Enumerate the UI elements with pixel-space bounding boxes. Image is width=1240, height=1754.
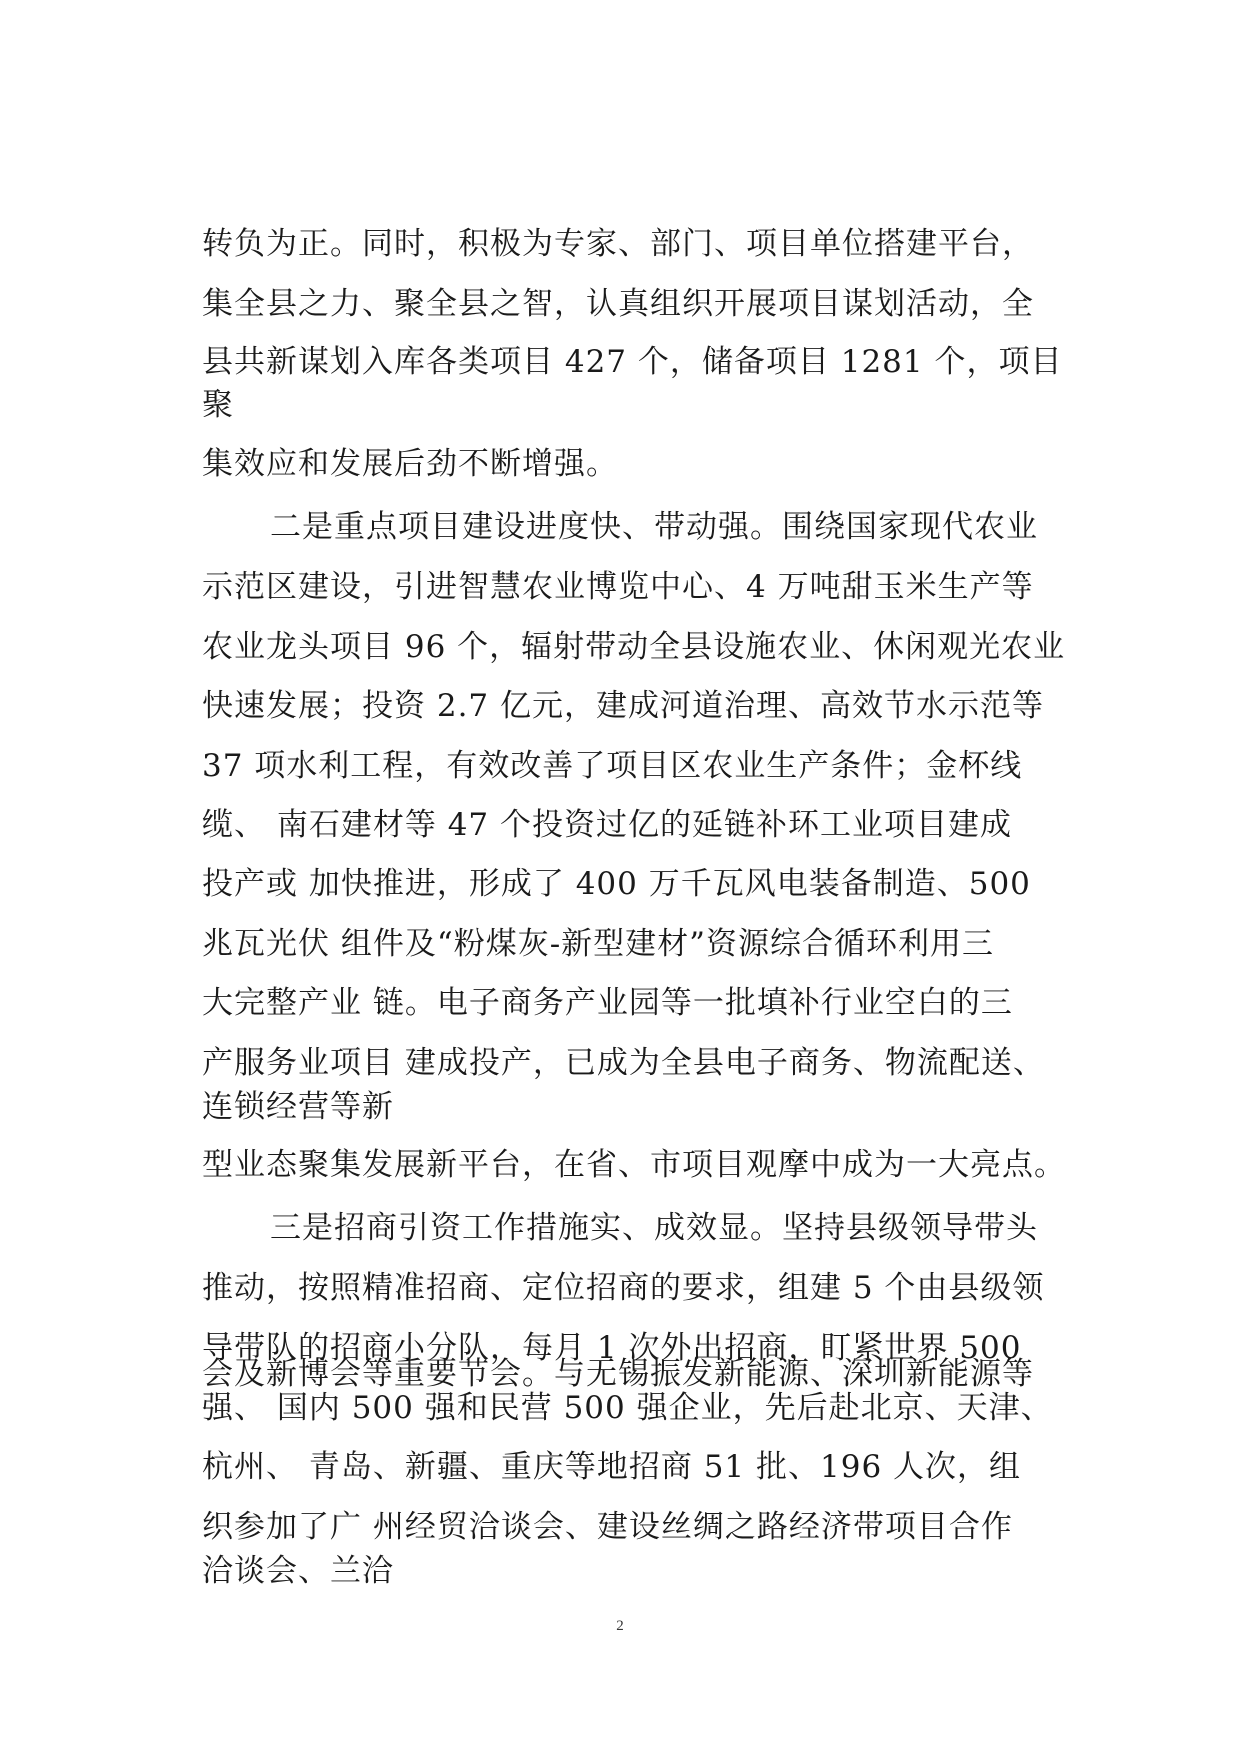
text-line: 示范区建设，引进智慧农业博览中心、4 万吨甜玉米生产等 — [202, 569, 1034, 605]
text-line: 连锁经营等新 — [202, 1089, 394, 1125]
text-line: 聚 — [202, 387, 234, 423]
text-line: 缆、 南石建材等 47 个投资过亿的延链补环工业项目建成 — [202, 807, 1013, 843]
text-line: 转负为正。同时，积极为专家、部门、项目单位搭建平台， — [202, 226, 1034, 262]
page-number: 2 — [616, 1618, 624, 1634]
text-line: 集全县之力、聚全县之智，认真组织开展项目谋划活动，全 — [202, 286, 1034, 322]
text-line: 洽谈会、兰洽 — [202, 1553, 394, 1589]
text-line: 投产或 加快推进，形成了 400 万千瓦风电装备制造、500 — [202, 866, 1031, 902]
text-line: 会及新博会等重要节会。与无锡振发新能源、深圳新能源等 — [202, 1356, 1034, 1392]
text-line: 强、 国内 500 强和民营 500 强企业，先后赴北京、天津、 — [202, 1390, 1053, 1426]
text-line: 导带队的招商小分队，每月 1 次外出招商，盯紧世界 500 — [202, 1330, 1022, 1366]
text-line: 推动，按照精准招商、定位招商的要求，组建 5 个由县级领 — [202, 1270, 1045, 1306]
text-line: 型业态聚集发展新平台，在省、市项目观摩中成为一大亮点。 — [202, 1147, 1066, 1183]
text-line: 县共新谋划入库各类项目 427 个，储备项目 1281 个，项目 — [202, 344, 1063, 380]
text-line: 大完整产业 链。电子商务产业园等一批填补行业空白的三 — [202, 985, 1013, 1021]
text-line: 快速发展；投资 2.7 亿元，建成河道治理、高效节水示范等 — [202, 688, 1045, 724]
text-line: 农业龙头项目 96 个，辐射带动全县设施农业、休闲观光农业 — [202, 629, 1066, 665]
text-line: 杭州、 青岛、新疆、重庆等地招商 51 批、196 人次，组 — [202, 1449, 1022, 1485]
paragraph-first-line: 三是招商引资工作措施实、成效显。坚持县级领导带头 — [270, 1210, 1038, 1246]
text-line: 产服务业项目 建成投产，已成为全县电子商务、物流配送、 — [202, 1045, 1045, 1081]
paragraph-first-line: 二是重点项目建设进度快、带动强。围绕国家现代农业 — [270, 509, 1038, 545]
text-line: 兆瓦光伏 组件及“粉煤灰-新型建材”资源综合循环利用三 — [202, 926, 995, 962]
text-line: 集效应和发展后劲不断增强。 — [202, 446, 618, 482]
text-line: 织参加了广 州经贸洽谈会、建设丝绸之路经济带项目合作 — [202, 1509, 1013, 1545]
text-line: 37 项水利工程，有效改善了项目区农业生产条件；金杯线 — [202, 748, 1023, 784]
